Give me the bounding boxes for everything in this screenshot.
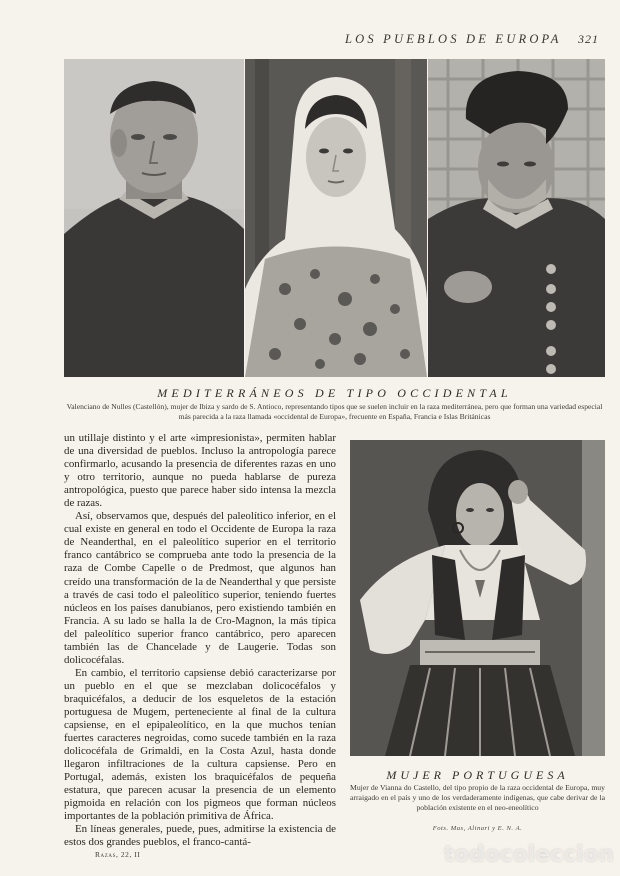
photo-ibiza-woman <box>245 59 427 377</box>
photo-portuguese-woman <box>350 440 605 756</box>
body-text-column <box>64 432 336 850</box>
right-figure-title: MUJER PORTUGUESA <box>386 768 569 782</box>
body-paragraph: Así, observamos que, después del paleolítico inferior, en el cual existe en general en todo el Occidente de Europa la raza de Neanderthal, en el paleolítico superior en el territorio franco cantábrico se comprueba ante todo la presencia de la raza de Combe Capelle o de Predmost, que algunos han creído una transformación de la de Neanderthal y que persiste a través de casi todo el paleolítico superior, teniendo fuertes núcleos en los países danubianos, pero existiendo también en Francia. A su lado se halla la de Cro-Magnon, la más típica del paleolítico superior franco cantábrico, pero aparecen también las de Chancelade y de Laugerie. Todas son dolicocéfalas. <box>64 510 336 666</box>
body-paragraph: En cambio, el territorio capsiense debió caracterizarse por un pueblo en el que se mezclaban dolicocéfalos y braquicéfalos, a deducir de los esqueletos de la estación portuguesa de Mugem, perteneciente al final de la cultura capsiense, en el epipaleolítico, en la que muchos tenían fuertes caracteres negroidas, como sucede también en la raza dolicocéfala de Grimaldi, en la Costa Azul, hasta donde llegaron infiltraciones de la cultura capsiense. Pero en Portugal, además, existen los braquicéfalos de pequeña estatura, que parecen acusar la presencia de un elemento pigmoida en relación con los pigmeos que forman núcleos importantes de la población primitiva de África. <box>64 666 336 823</box>
body-paragraph: un utillaje distinto y el arte «impresionista», permiten hablar de una diversidad de pueblos. Incluso la antropología parece confirmarlo, acusando la presencia de diferentes razas en uno y otro territorio, aunque no pueda hablarse de pureza antropológica, puesto que parece haber sido intensa la mezcla de razas. <box>64 432 336 510</box>
photo-valenciano-man <box>64 59 244 377</box>
section-title-mediterraneos: MEDITERRÁNEOS DE TIPO OCCIDENTAL <box>157 386 512 400</box>
photo-credits: Fots. Mas, Alinari y E. N. A. <box>432 825 523 832</box>
footer-signature: Razas, 22, II <box>95 850 141 859</box>
top-figure-caption: Valenciano de Nulles (Castellón), mujer de Ibiza y sardo de S. Antioco, representando tipos que se suelen incluir en la raza mediterránea, pero que forman una variedad especial más parecida a la raza llamada «occidental de Europa», frecuente en España, Francia e Islas Británicas <box>66 402 603 421</box>
body-paragraph: En líneas generales, puede, pues, admitirse la existencia de estos dos grandes pueblos, el franco-cantá- <box>64 823 336 849</box>
photo-sardo-man <box>428 59 605 377</box>
page-number: 321 <box>578 32 599 46</box>
running-head: LOS PUEBLOS DE EUROPA <box>345 32 562 46</box>
right-figure-caption: Mujer de Vianna do Castello, del tipo propio de la raza occidental de Europa, muy arraigado en el país y uno de los verdaderamente indígenas, que cabe derivar de la población existente en el neo-eneolítico <box>350 783 605 813</box>
watermark: todocoleccion <box>444 842 615 866</box>
